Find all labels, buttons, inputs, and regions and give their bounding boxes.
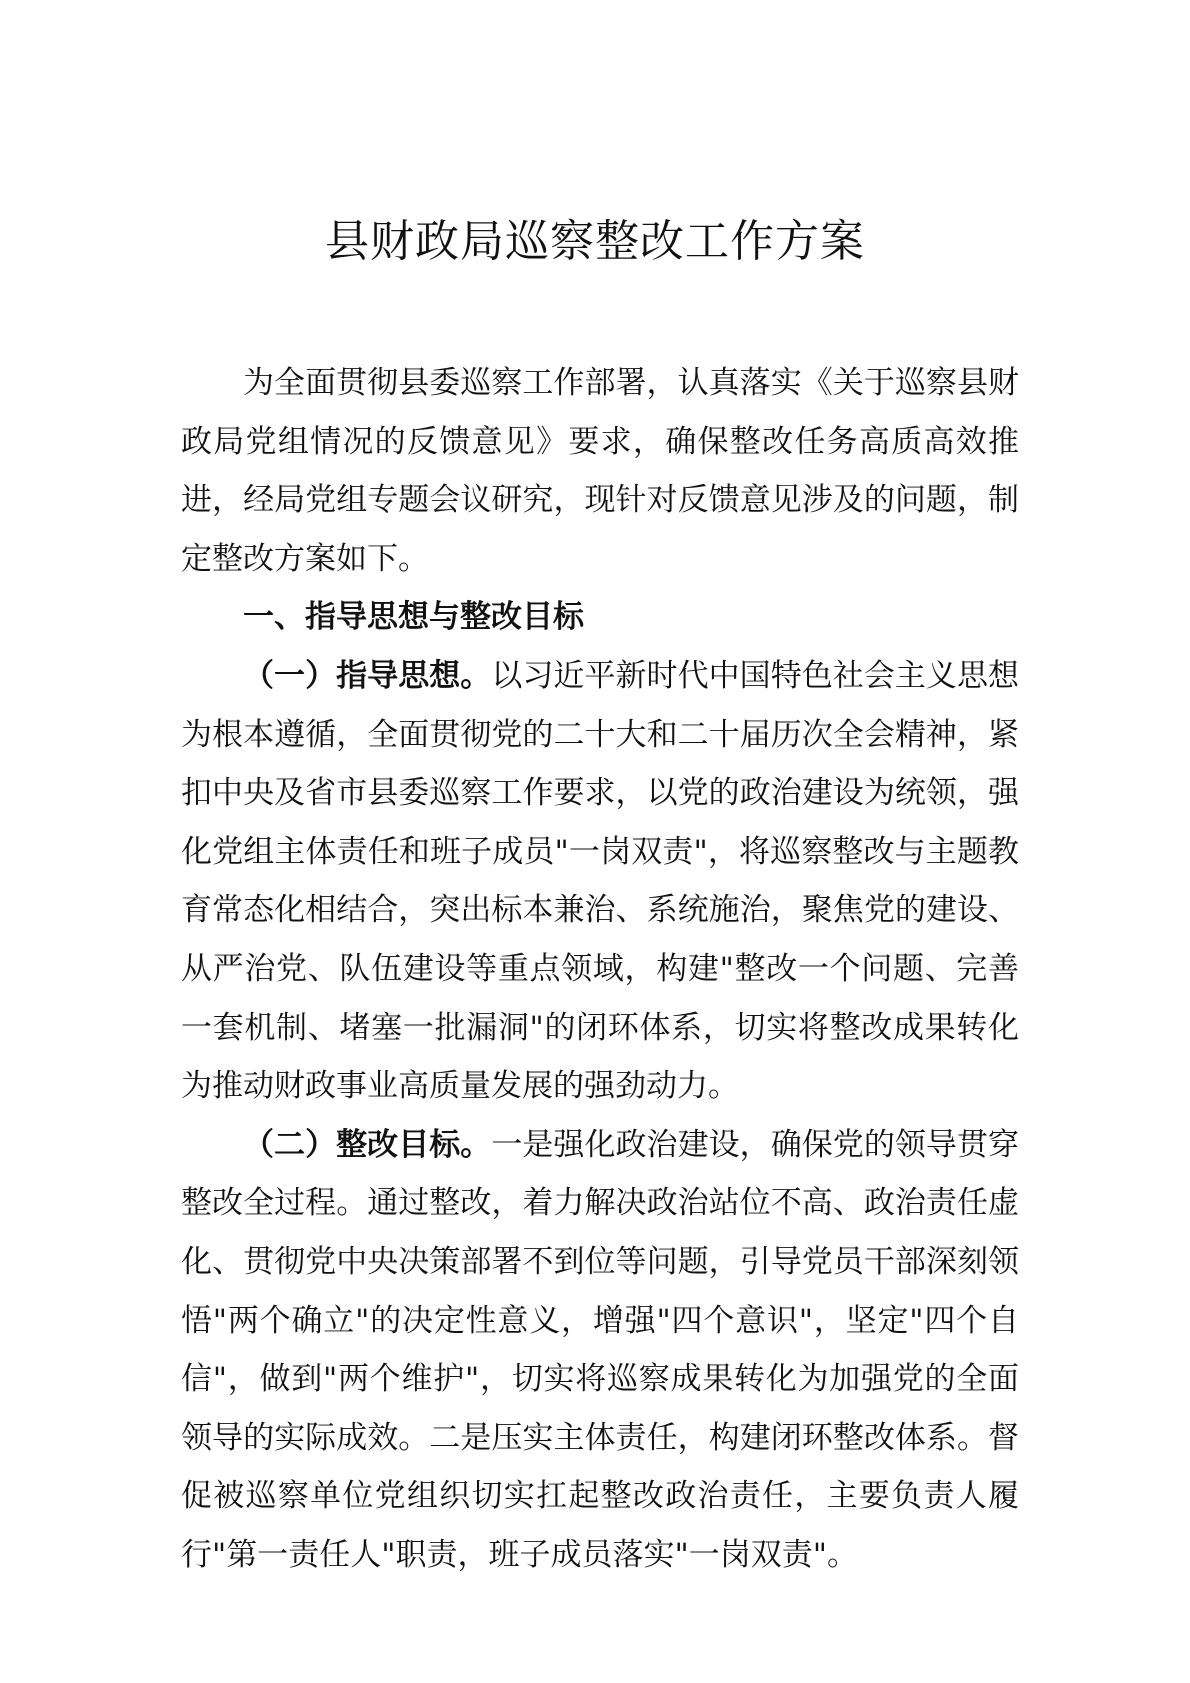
section-heading: 一、指导思想与整改目标	[243, 599, 584, 636]
guiding-ideology-paragraph	[181, 647, 1019, 1116]
rectification-goals-text: 一是强化政治建设，确保党的领导贯穿整改全过程。通过整改，着力解决政治站位不高、政治责任虚化、贯彻党中央决策部署不到位等问题，引导党员干部深刻领悟"两个确立"的决定性意义，增强"四个意识"，坚定"四个自信"，做到"两个维护"，切实将巡察成果转化为加强党的全面领导的实际成效。二是压实主体责任，构建闭环整改体系。督促被巡察单位党组织切实扛起整改政治责任，主要负责人履行"第一责任人"职责，班子成员落实"一岗双责"。	[181, 1126, 1020, 1573]
document-body	[181, 354, 1019, 1584]
intro-paragraph: 为全面贯彻县委巡察工作部署，认真落实《关于巡察县财政局党组情况的反馈意见》要求，确保整改任务高质高效推进，经局党组专题会议研究，现针对反馈意见涉及的问题，制定整改方案如下。	[181, 365, 1019, 577]
rectification-goals-paragraph	[181, 1116, 1019, 1585]
guiding-ideology-text: 以习近平新时代中国特色社会主义思想为根本遵循，全面贯彻党的二十大和二十届历次全会精神，紧扣中央及省市县委巡察工作要求，以党的政治建设为统领，强化党组主体责任和班子成员"一岗双责"，将巡察整改与主题教育常态化相结合，突出标本兼治、系统施治，聚焦党的建设、从严治党、队伍建设等重点领域，构建"整改一个问题、完善一套机制、堵塞一批漏洞"的闭环体系，切实将整改成果转化为推动财政事业高质量发展的强劲动力。	[181, 657, 1020, 1105]
rectification-goals-label: （二）整改目标。	[243, 1126, 492, 1163]
document-title: 县财政局巡察整改工作方案	[325, 216, 865, 267]
guiding-ideology-label: （一）指导思想。	[243, 657, 492, 694]
